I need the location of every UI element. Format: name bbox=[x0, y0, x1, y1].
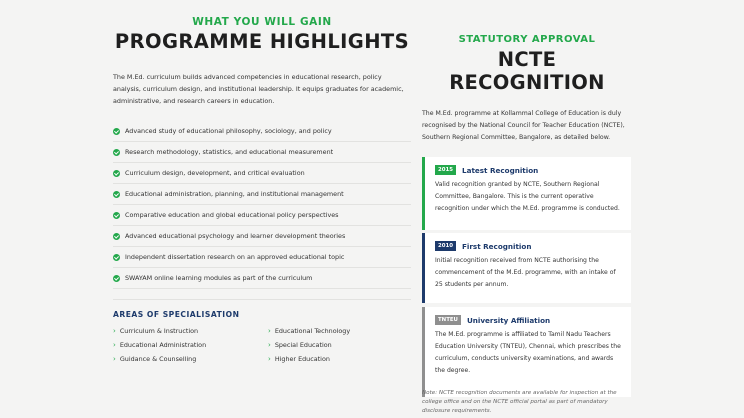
check-circle-icon bbox=[113, 275, 120, 282]
card-title: Latest Recognition bbox=[462, 165, 539, 175]
recognition-intro: The M.Ed. programme at Kollammal College of Education is duly recognised by the National Council for Teacher Education (NCTE), Southern Regional Committee, Bangalore, as detailed below. bbox=[422, 110, 625, 141]
specialisation-item: › Special Education bbox=[268, 340, 332, 349]
check-circle-icon bbox=[113, 254, 120, 261]
chevron-right-icon: › bbox=[113, 340, 116, 349]
card-body: Initial recognition received from NCTE authorising the commencement of the M.Ed. programme, with an intake of 25 students per annum. bbox=[435, 257, 616, 288]
year-badge: 2010 bbox=[435, 241, 456, 251]
list-item: Advanced educational psychology and learner development theories bbox=[113, 226, 411, 247]
card-body: The M.Ed. programme is affiliated to Tamil Nadu Teachers Education University (TNTEU), Chennai, which prescribes the curriculum, conducts university examinations, and awards the degree. bbox=[435, 331, 621, 374]
specialisation-item: › Guidance & Counselling bbox=[113, 354, 197, 363]
list-item: SWAYAM online learning modules as part of the curriculum bbox=[113, 268, 411, 289]
check-circle-icon bbox=[113, 233, 120, 240]
recognition-title: NCTE RECOGNITION bbox=[449, 48, 605, 94]
list-item: Curriculum design, development, and critical evaluation bbox=[113, 163, 411, 184]
list-item: Advanced study of educational philosophy, sociology, and policy bbox=[113, 121, 411, 142]
recognition-card-first bbox=[422, 233, 631, 303]
list-item: Comparative education and global educational policy perspectives bbox=[113, 205, 411, 226]
specialisation-item: › Educational Technology bbox=[268, 326, 351, 335]
check-circle-icon bbox=[113, 149, 120, 156]
chevron-right-icon: › bbox=[113, 326, 116, 335]
highlights-list bbox=[113, 121, 411, 289]
recognition-card-affiliation bbox=[422, 307, 631, 397]
recognition-eyebrow: STATUTORY APPROVAL bbox=[458, 34, 596, 45]
chevron-right-icon: › bbox=[268, 354, 271, 363]
highlights-title: PROGRAMME HIGHLIGHTS bbox=[114, 30, 410, 53]
highlights-intro: The M.Ed. curriculum builds advanced competencies in educational research, policy analysis, curriculum design, and institutional leadership. It equips graduates for academic, administrative, and research careers in education. bbox=[113, 73, 404, 105]
recognition-note: Note: NCTE recognition documents are available for inspection at the college office and on the NCTE official portal as part of mandatory disclosure requirements. bbox=[422, 390, 617, 414]
check-circle-icon bbox=[113, 170, 120, 177]
card-body: Valid recognition granted by NCTE, Southern Regional Committee, Bangalore. This is the current operative recognition under which the M.Ed. programme is conducted. bbox=[435, 181, 620, 212]
university-badge: TNTEU bbox=[435, 315, 461, 325]
highlights-eyebrow: WHAT YOU WILL GAIN bbox=[192, 16, 332, 28]
check-circle-icon bbox=[113, 191, 120, 198]
check-circle-icon bbox=[113, 212, 120, 219]
recognition-card-latest bbox=[422, 157, 631, 230]
ncte-recognition-section bbox=[422, 34, 632, 414]
card-title: First Recognition bbox=[462, 241, 532, 251]
list-item: Educational administration, planning, and institutional management bbox=[113, 184, 411, 205]
chevron-right-icon: › bbox=[268, 326, 271, 335]
year-badge: 2015 bbox=[435, 165, 456, 175]
specialisation-item: › Higher Education bbox=[268, 354, 330, 363]
programme-highlights-section bbox=[113, 16, 411, 363]
specialisation-section bbox=[113, 299, 411, 363]
chevron-right-icon: › bbox=[268, 340, 271, 349]
specialisation-item: › Curriculum & Instruction bbox=[113, 326, 199, 335]
list-item: Independent dissertation research on an approved educational topic bbox=[113, 247, 411, 268]
chevron-right-icon: › bbox=[113, 354, 116, 363]
specialisation-title: AREAS OF SPECIALISATION bbox=[113, 310, 240, 319]
list-item: Research methodology, statistics, and educational measurement bbox=[113, 142, 411, 163]
check-circle-icon bbox=[113, 128, 120, 135]
card-title: University Affiliation bbox=[466, 315, 551, 325]
specialisation-item: › Educational Administration bbox=[113, 340, 207, 349]
specialisation-grid bbox=[113, 326, 411, 363]
